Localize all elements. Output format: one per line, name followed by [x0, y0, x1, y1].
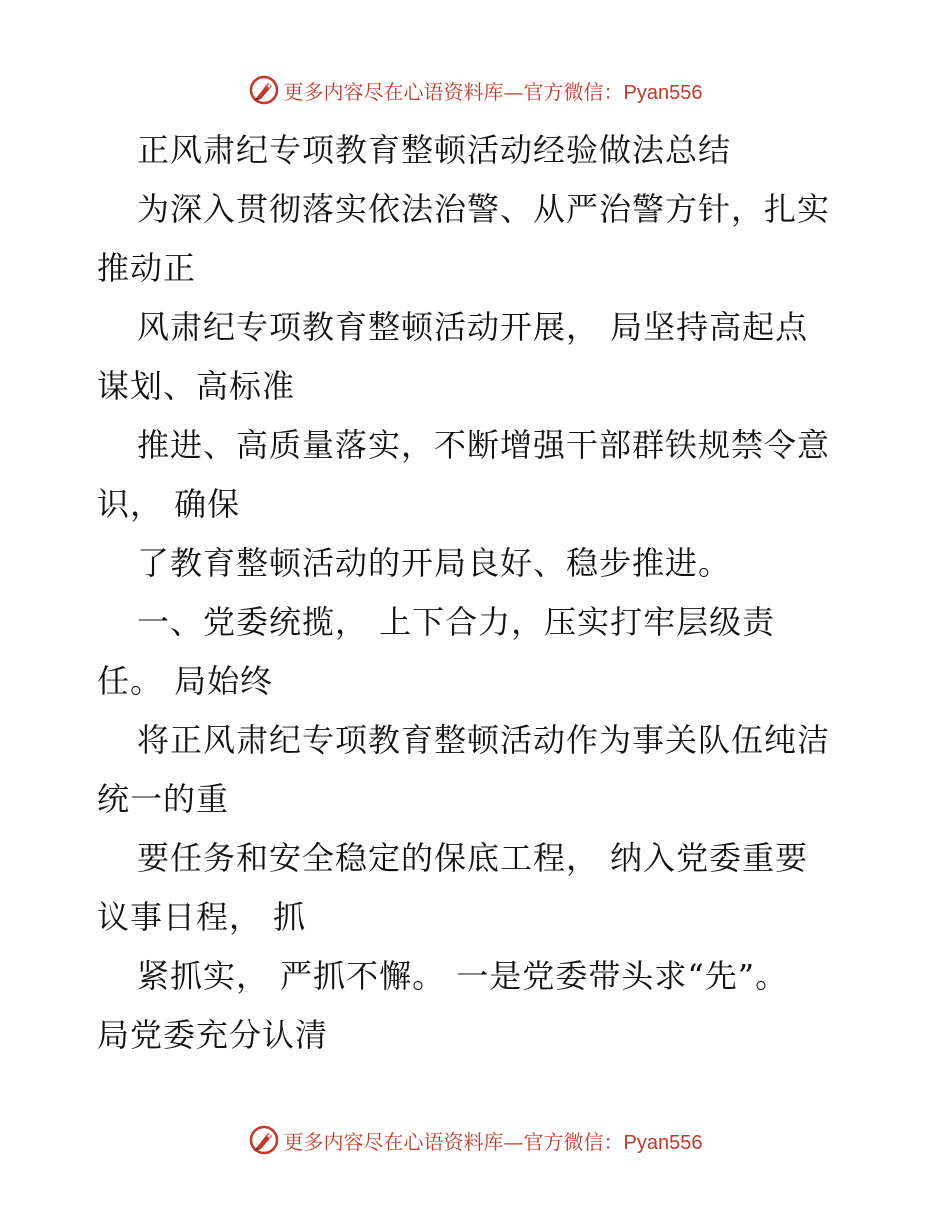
paragraph-line: 识， 确保: [97, 485, 241, 523]
paragraph-line: 推进、高质量落实，不断增强干部群铁规禁令意: [137, 426, 831, 464]
banner-wechat-label: 官方微信：: [523, 1129, 624, 1154]
paragraph-line: 了教育整顿活动的开局良好、稳步推进。: [137, 544, 732, 582]
paragraph-line: 谋划、高标准: [97, 367, 296, 405]
banner-slogan: 更多内容尽在心语资料库: [283, 79, 504, 104]
paragraph-line: 议事日程， 抓: [97, 898, 307, 936]
banner-wechat-id: Pyan556: [623, 81, 703, 104]
paragraph-line: 紧抓实， 严抓不懈。 一是党委带头求“先”。: [137, 957, 789, 995]
pen-nib-logo-icon: [248, 74, 280, 106]
header-banner: [0, 70, 950, 110]
paragraph-line: 推动正: [97, 249, 197, 287]
banner-slogan: 更多内容尽在心语资料库: [283, 1129, 504, 1154]
document-body: [97, 121, 857, 1065]
document-title: 正风肃纪专项教育整顿活动经验做法总结: [137, 131, 732, 169]
paragraph-line: 统一的重: [97, 780, 230, 818]
paragraph-line: 为深入贯彻落实依法治警、从严治警方针，扎实: [137, 190, 831, 228]
paragraph-line: 任。 局始终: [97, 662, 274, 700]
footer-banner: [0, 1120, 950, 1160]
paragraph-line: 风肃纪专项教育整顿活动开展， 局坚持高起点: [137, 308, 809, 346]
banner-wechat-id: Pyan556: [623, 1131, 703, 1154]
paragraph-line: 局党委充分认清: [97, 1016, 329, 1054]
banner-separator: —: [503, 79, 524, 104]
banner-separator: —: [503, 1129, 524, 1154]
paragraph-line: 要任务和安全稳定的保底工程， 纳入党委重要: [137, 839, 809, 877]
pen-nib-logo-icon: [248, 1124, 280, 1156]
banner-wechat-label: 官方微信：: [523, 79, 624, 104]
banner-text: [284, 1126, 703, 1155]
section-heading-line: 一、党委统揽， 上下合力，压实打牢层级责: [137, 603, 776, 641]
paragraph-line: 将正风肃纪专项教育整顿活动作为事关队伍纯洁: [137, 721, 831, 759]
banner-text: [284, 76, 703, 105]
